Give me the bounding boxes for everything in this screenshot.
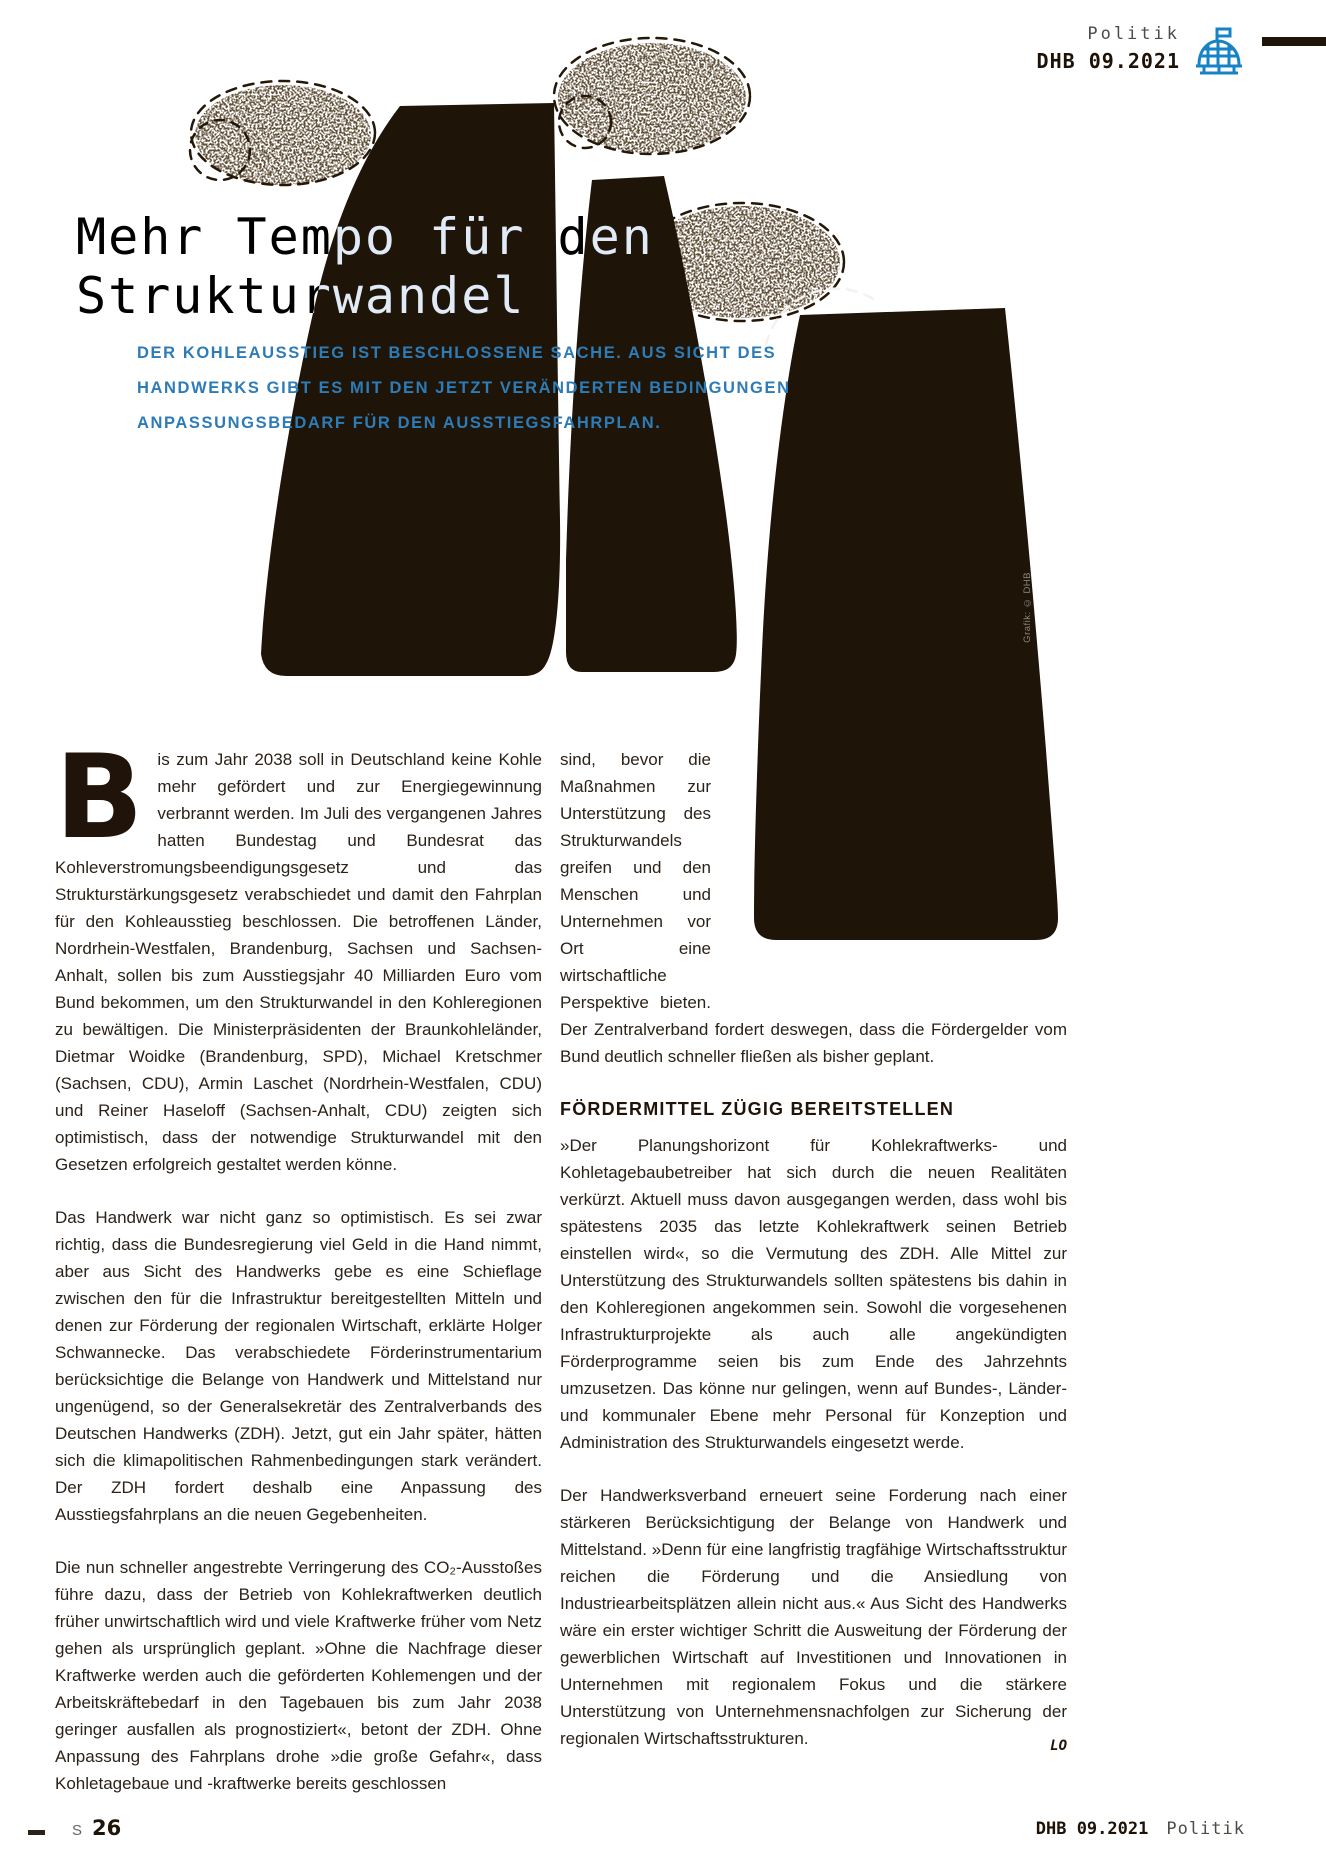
header-section-label: Politik — [1087, 24, 1180, 44]
footer-right — [1036, 1819, 1245, 1839]
header-issue-label: DHB 09.2021 — [1036, 49, 1180, 73]
column-left — [55, 730, 542, 1823]
paragraph: »Der Planungshorizont für Kohlekraftwerks- und Kohletagebaubetreiber hat sich durch die neuen Realitäten verkürzt. Aktuell muss davon ausgegangen werden, dass wohl bis spätestens 2035 das letzte Kohlekraftwerk seinen Betrieb einstellen wird«, so die Vermutung des ZDH. Alle Mittel zur Unterstützung des Strukturwandels sollten spätestens bis dahin in den Kohleregionen angekommen sein. Sowohl die vorgesehenen Infrastrukturprojekte als auch alle angekündigten Förderprogramme seien bis zum Ende des Jahrzehnts umzusetzen. Das könne nur gelingen, wenn auf Bundes-, Länder- und kommunaler Ebene mehr Personal für Konzeption und Administration des Strukturwandels eingesetzt werde. — [560, 1136, 1067, 1452]
header-rule — [1262, 37, 1326, 46]
footer-page-label: S — [72, 1822, 84, 1839]
article-body — [55, 730, 1067, 1823]
speckle-cloud-top — [554, 38, 750, 154]
footer-issue-label: DHB 09.2021 — [1035, 1819, 1149, 1839]
paragraph-text: Der Handwerksverband erneuert seine Forderung nach einer stärkeren Berücksichtigung der Belange von Handwerk und Mittelstand. »Denn für eine langfristig tragfähige Wirtschaftsstruktur reichen die Förderung und die Ansiedlung von Industriearbeitsplätzen allein nicht aus.« Aus Sicht des Handwerks wäre ein erster wichtiger Schritt die Ausweitung der Förderung der gewerblichen Wirtschaft auf Investitionen und Innovationen in Unternehmen mit regionalem Fokus und die stärkere Unterstützung von Unternehmensnachfolgen zur Sicherung der regionalen Wirtschaftsstrukturen. — [560, 1486, 1067, 1748]
column-right — [560, 746, 1067, 1823]
standfirst-line-3: ANPASSUNGSBEDARF FÜR DEN AUSSTIEGSFAHRPLAN. — [137, 414, 662, 432]
paragraph: Das Handwerk war nicht ganz so optimistisch. Es sei zwar richtig, dass die Bundesregierung viel Geld in die Hand nimmt, aber aus Sicht des Handwerks gebe es eine Schieflage zwischen den für die Infrastruktur bereitgestellten Mitteln und denen zur Förderung der regionalen Wirtschaft, erklärte Holger Schwannecke. Das verabschiedete Förderinstrumentarium berücksichtige die Belange von Handwerk und Mittelstand nur ungenügend, so der Generalsekretär des Zentralverbands des Deutschen Handwerks (ZDH). Jetzt, gut ein Jahr später, hätten sich die klimapolitischen Rahmenbedingungen stark verändert. Der ZDH fordert deshalb eine Anpassung des Ausstiegsfahrplans an die neuen Gegebenheiten. — [55, 1208, 542, 1524]
footer-page-number: 26 — [92, 1816, 122, 1840]
page-header — [935, 24, 1180, 73]
author-initials: LO — [1050, 1738, 1067, 1754]
standfirst-line-2: HANDWERKS GIBT ES MIT DEN JETZT VERÄNDERTEN BEDINGUNGEN — [137, 379, 791, 397]
reichstag-dome-icon — [1192, 26, 1246, 80]
standfirst-line-1: DER KOHLEAUSSTIEG IST BESCHLOSSENE SACHE. AUS SICHT DES — [137, 344, 777, 362]
paragraph — [560, 746, 1067, 1070]
graphic-credit: Grafik: © DHB — [1022, 572, 1033, 643]
paragraph — [560, 1482, 1067, 1752]
paragraph — [55, 730, 542, 1178]
article-title — [76, 208, 654, 326]
title-line-1: Mehr Tempo für den — [76, 208, 654, 266]
drop-cap: B — [55, 730, 144, 865]
paragraph-text: is zum Jahr 2038 soll in Deutschland keine Kohle mehr gefördert und zur Energiegewinnung verbrannt werden. Im Juli des vergangenen Jahres hatten Bundestag und Bundesrat das Kohleverstromungsbeendigungsgesetz und das Strukturstärkungsgesetz verabschiedet und damit den Fahrplan für den Kohleausstieg beschlossen. Die betroffenen Länder, Nordrhein-Westfalen, Brandenburg, Sachsen und Sachsen-Anhalt, sollen bis zum Ausstiegsjahr 40 Milliarden Euro vom Bund bekommen, um den Strukturwandel in den Kohleregionen zu bewältigen. Die Ministerpräsidenten der Braunkohleländer, Dietmar Woidke (Brandenburg, SPD), Michael Kretschmer (Sachsen, CDU), Armin Laschet (Nordrhein-Westfalen, CDU) und Reiner Haseloff (Sachsen-Anhalt, CDU) zeigten sich optimistisch, dass der notwendige Strukturwandel mit den Gesetzen erfolgreich gestaltet werden könne. — [55, 750, 542, 1174]
footer-section-label: Politik — [1166, 1819, 1245, 1839]
paragraph: Die nun schneller angestrebte Verringerung des CO₂-Ausstoßes führe dazu, dass der Betrieb von Kohlekraftwerken deutlich früher unwirtschaftlich wird und viele Kraftwerke früher vom Netz gehen als ursprünglich geplant. »Ohne die Nachfrage dieser Kraftwerke werden auch die geförderten Kohlemengen und der Arbeitskräftebedarf in den Tagebauen bis zum Jahr 2038 geringer ausfallen als prognostiziert«, betont der ZDH. Ohne Anpassung des Fahrplans drohe »die große Gefahr«, dass Kohletagebaue und -kraftwerke bereits geschlossen — [55, 1558, 542, 1793]
footer-left — [72, 1816, 121, 1840]
paragraph-text: sind, bevor die Maßnahmen zur Unterstützung des Strukturwandels greifen und den Menschen und Unternehmen vor Ort eine wirtschaftliche Perspektive bieten. Der Zentralverband fordert deswegen, dass die Fördergelder vom Bund deutlich schneller fließen als bisher geplant. — [560, 750, 1067, 1066]
tower-wrap-spacer — [711, 746, 1067, 994]
speckle-cloud-left — [190, 81, 375, 185]
footer-crop-mark — [28, 1830, 45, 1835]
section-heading: FÖRDERMITTEL ZÜGIG BEREITSTELLEN — [560, 1099, 955, 1119]
title-line-2: Strukturwandel — [76, 267, 526, 325]
article-standfirst — [137, 336, 791, 441]
